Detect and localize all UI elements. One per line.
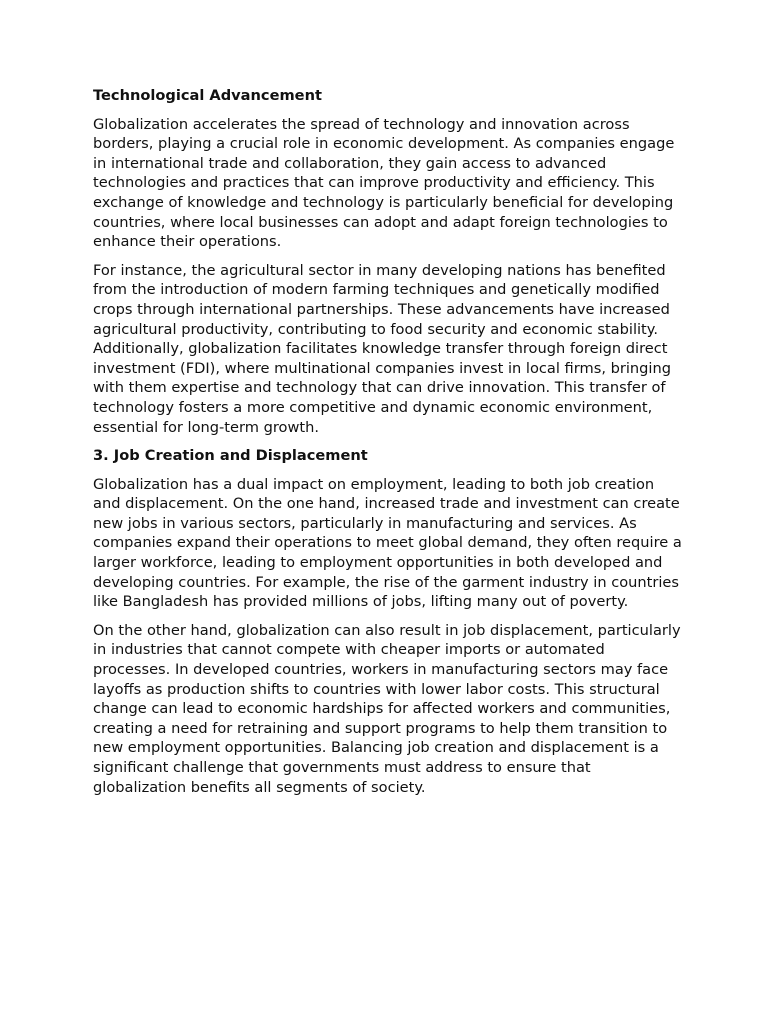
paragraph: For instance, the agricultural sector in many developing nations has benefited from the introduction of modern farming techniques and genetically modified crops through international partnerships. These advancements have increased agricultural productivity, contributing to food security and economic stability. Additionally, globalization facilitates knowledge transfer through foreign direct investment (FDI), where multinational companies invest in local firms, bringing with them expertise and technology that can drive innovation. This transfer of technology fosters a more competitive and dynamic economic environment, essential for long-term growth. bbox=[93, 261, 671, 436]
section-heading-technological-advancement: Technological Advancement bbox=[93, 87, 322, 104]
document-body bbox=[93, 86, 683, 806]
paragraph: Globalization accelerates the spread of technology and innovation across borders, playing a crucial role in economic development. As companies engage in international trade and collaboration, they gain access to advanced technologies and practices that can improve productivity and efficiency. This exchange of knowledge and technology is particularly beneficial for developing countries, where local businesses can adopt and adapt foreign technologies to enhance their operations. bbox=[93, 115, 675, 251]
paragraph: On the other hand, globalization can also result in job displacement, particularly in industries that cannot compete with cheaper imports or automated processes. In developed countries, workers in manufacturing sectors may face layoffs as production shifts to countries with lower labor costs. This structural change can lead to economic hardships for affected workers and communities, creating a need for retraining and support programs to help them transition to new employment opportunities. Balancing job creation and displacement is a significant challenge that governments must address to ensure that globalization benefits all segments of society. bbox=[93, 621, 681, 796]
section-heading-job-creation: 3. Job Creation and Displacement bbox=[93, 447, 368, 465]
paragraph: Globalization has a dual impact on employment, leading to both job creation and displacement. On the one hand, increased trade and investment can create new jobs in various sectors, particularly in manufacturing and services. As companies expand their operations to meet global demand, they often require a larger workforce, leading to employment opportunities in both developed and developing countries. For example, the rise of the garment industry in countries like Bangladesh has provided millions of jobs, lifting many out of poverty. bbox=[93, 475, 682, 611]
